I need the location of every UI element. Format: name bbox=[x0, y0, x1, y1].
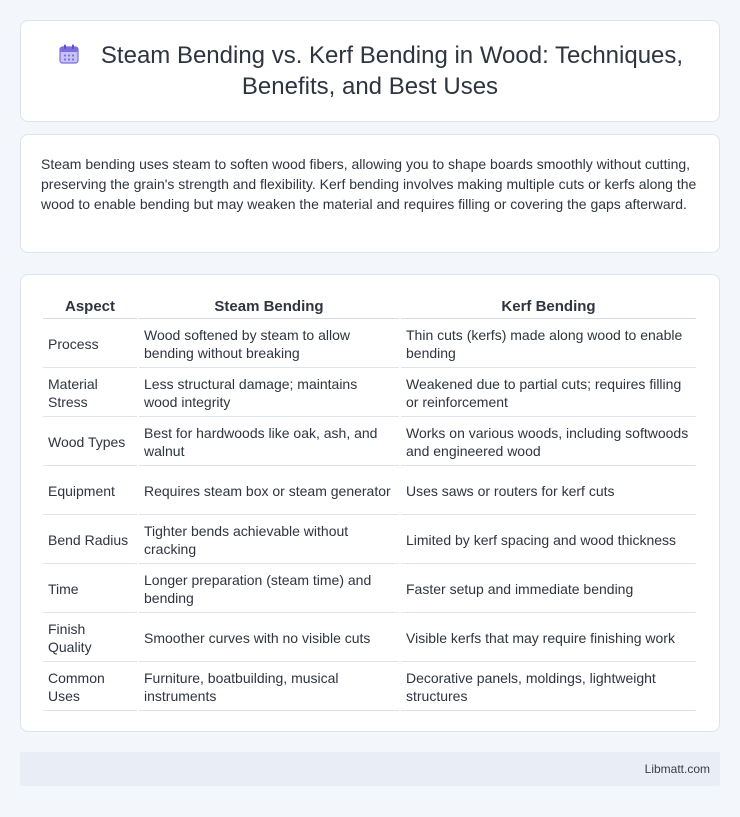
cell-kerf: Limited by kerf spacing and wood thickness bbox=[401, 517, 696, 564]
cell-steam: Requires steam box or steam generator bbox=[139, 468, 399, 515]
calendar-icon bbox=[57, 42, 81, 66]
cell-steam: Longer preparation (steam time) and bending bbox=[139, 566, 399, 613]
cell-aspect: Common Uses bbox=[43, 664, 137, 711]
cell-aspect: Time bbox=[43, 566, 137, 613]
cell-aspect: Wood Types bbox=[43, 419, 137, 466]
footer-credit-link[interactable]: Libmatt.com bbox=[644, 762, 710, 776]
table-row bbox=[43, 468, 696, 515]
cell-kerf: Decorative panels, moldings, lightweight structures bbox=[401, 664, 696, 711]
cell-kerf: Faster setup and immediate bending bbox=[401, 566, 696, 613]
table-row bbox=[43, 566, 696, 613]
cell-kerf: Works on various woods, including softwoods and engineered wood bbox=[401, 419, 696, 466]
table-row bbox=[43, 664, 696, 711]
table-row bbox=[43, 321, 696, 368]
page-title-wrap bbox=[51, 40, 689, 102]
title-card bbox=[20, 20, 720, 122]
header-aspect: Aspect bbox=[43, 297, 137, 319]
cell-aspect: Process bbox=[43, 321, 137, 368]
summary-text: Steam bending uses steam to soften wood fibers, allowing you to shape boards smoothly without cutting, preserving the grain's strength and flexibility. Kerf bending involves making multiple cuts or kerfs along the wood to enable bending but may weaken the material and requires filling or covering the gaps afterward. bbox=[41, 156, 697, 212]
cell-steam: Wood softened by steam to allow bending without breaking bbox=[139, 321, 399, 368]
cell-steam: Furniture, boatbuilding, musical instruments bbox=[139, 664, 399, 711]
footer bbox=[20, 752, 720, 786]
table-row bbox=[43, 419, 696, 466]
cell-aspect: Bend Radius bbox=[43, 517, 137, 564]
table-row bbox=[43, 517, 696, 564]
cell-aspect: Finish Quality bbox=[43, 615, 137, 662]
cell-steam: Less structural damage; maintains wood integrity bbox=[139, 370, 399, 417]
table-header-row bbox=[43, 297, 696, 319]
table-row bbox=[43, 370, 696, 417]
cell-kerf: Visible kerfs that may require finishing work bbox=[401, 615, 696, 662]
cell-kerf: Weakened due to partial cuts; requires filling or reinforcement bbox=[401, 370, 696, 417]
summary-card bbox=[20, 134, 720, 253]
header-steam-bending: Steam Bending bbox=[139, 297, 399, 319]
cell-aspect: Material Stress bbox=[43, 370, 137, 417]
table-row bbox=[43, 615, 696, 662]
header-kerf-bending: Kerf Bending bbox=[401, 297, 696, 319]
cell-steam: Best for hardwoods like oak, ash, and walnut bbox=[139, 419, 399, 466]
cell-steam: Smoother curves with no visible cuts bbox=[139, 615, 399, 662]
comparison-table bbox=[41, 295, 698, 713]
page-title: Steam Bending vs. Kerf Bending in Wood: Techniques, Benefits, and Best Uses bbox=[100, 42, 684, 100]
cell-aspect: Equipment bbox=[43, 468, 137, 515]
cell-kerf: Uses saws or routers for kerf cuts bbox=[401, 468, 696, 515]
cell-steam: Tighter bends achievable without cracking bbox=[139, 517, 399, 564]
cell-kerf: Thin cuts (kerfs) made along wood to enable bending bbox=[401, 321, 696, 368]
comparison-table-card bbox=[20, 274, 720, 732]
